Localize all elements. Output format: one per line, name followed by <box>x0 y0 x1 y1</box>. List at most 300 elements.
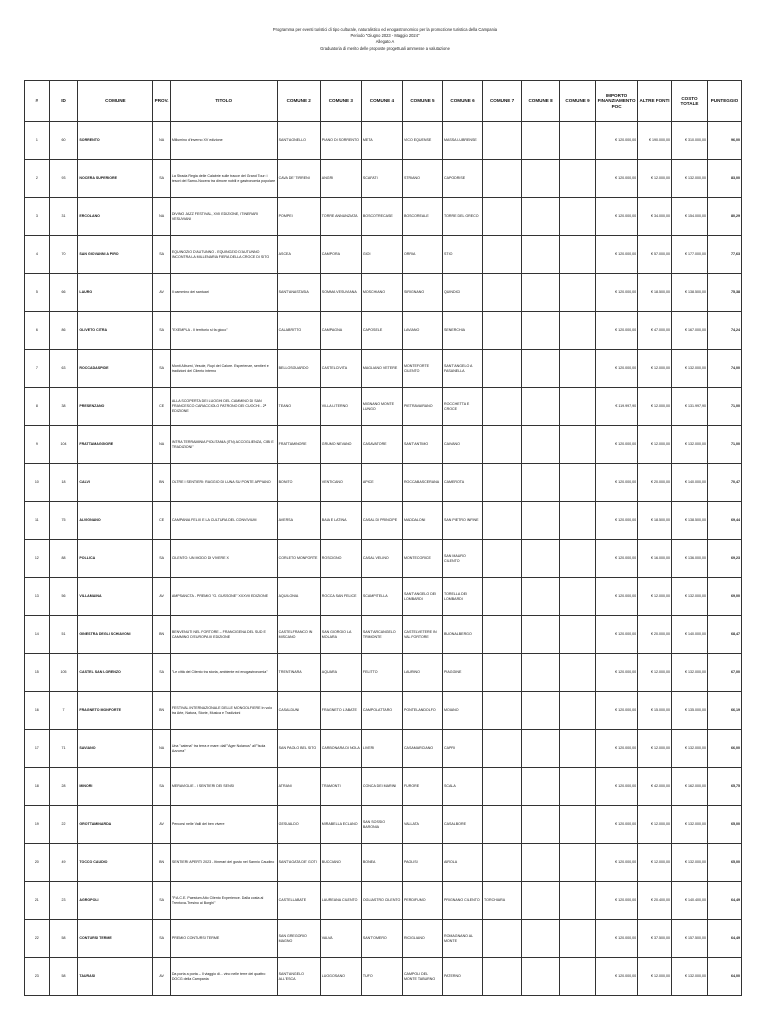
table-row <box>25 464 742 502</box>
cell-comune-9 <box>560 388 596 426</box>
cell-comune-8 <box>522 768 560 806</box>
cell-comune-3: VILLA LITERNO <box>320 388 361 426</box>
cell-comune-9 <box>560 958 596 996</box>
cell-comune-8 <box>522 540 560 578</box>
cell-comune-7 <box>483 198 522 236</box>
col-header-num: # <box>25 81 50 122</box>
cell-comune-4: CASAL VELINO <box>361 540 402 578</box>
cell-comune-2: GESUALDO <box>277 806 320 844</box>
cell-prov: CE <box>153 502 170 540</box>
cell-comune-9 <box>560 692 596 730</box>
cell-comune-4: LIVERI <box>361 730 402 768</box>
cell-altre-fonti: € 12.000,00 <box>638 958 672 996</box>
cell-comune-5: CASAMARCIANO <box>402 730 442 768</box>
cell-num: 9 <box>25 426 50 464</box>
cell-importo: € 120.000,00 <box>596 464 638 502</box>
cell-comune-2: BELLOSGUARDO <box>277 350 320 388</box>
cell-id: 22 <box>49 806 78 844</box>
col-header-comune-7: COMUNE 7 <box>483 81 522 122</box>
cell-importo: € 120.000,00 <box>596 692 638 730</box>
cell-comune-2: ATRANI <box>277 768 320 806</box>
cell-prov: SA <box>153 350 170 388</box>
table-row <box>25 654 742 692</box>
cell-comune-7 <box>483 350 522 388</box>
cell-comune-9 <box>560 806 596 844</box>
cell-titolo: Percorsi nelle Valli del ben vivere <box>170 806 277 844</box>
cell-prov: AV <box>153 806 170 844</box>
table-row <box>25 236 742 274</box>
cell-importo: € 120.000,00 <box>596 312 638 350</box>
cell-altre-fonti: € 15.000,00 <box>638 692 672 730</box>
cell-comune-5: MONTECORICE <box>402 540 442 578</box>
table-row <box>25 578 742 616</box>
cell-comune-4: CAPOSELE <box>361 312 402 350</box>
cell-comune-3: ROCCA SAN FELICE <box>320 578 361 616</box>
cell-punteggio: 65,00 <box>707 806 741 844</box>
cell-comune-4: MOSCHIANO <box>361 274 402 312</box>
cell-punteggio: 69,44 <box>707 502 741 540</box>
cell-punteggio: 66,00 <box>707 730 741 768</box>
cell-comune-4: META <box>361 122 402 160</box>
cell-id: 105 <box>49 654 78 692</box>
cell-comune-5: PIETRAVAIRANO <box>402 388 442 426</box>
cell-num: 12 <box>25 540 50 578</box>
col-header-comune-5: COMUNE 5 <box>402 81 442 122</box>
cell-costo-totale: € 131.997,90 <box>672 388 708 426</box>
table-row <box>25 350 742 388</box>
cell-comune: OLIVETO CITRA <box>78 312 153 350</box>
cell-comune-6: CAPRI <box>443 730 483 768</box>
cell-comune-4: SCAFATI <box>361 160 402 198</box>
cell-prov: SA <box>153 312 170 350</box>
header-period-line: Periodo "Giugno 2023 - Maggio 2024" <box>350 33 420 39</box>
cell-comune: ERCOLANO <box>78 198 153 236</box>
cell-comune-5: FURORE <box>402 768 442 806</box>
cell-id: 51 <box>49 616 78 654</box>
cell-punteggio: 96,00 <box>707 122 741 160</box>
cell-titolo: BENVENUTI NEL FORTORE – FRANCIGENA DEL SUD E CAMMINO D'EUROPA III EDIZIONE <box>170 616 277 654</box>
cell-comune-2: SANT'ANGELO ALL'ESCA <box>277 958 320 996</box>
cell-comune-7 <box>483 920 522 958</box>
cell-costo-totale: € 140.000,00 <box>672 616 708 654</box>
cell-importo: € 120.000,00 <box>596 160 638 198</box>
cell-altre-fonti: € 16.000,00 <box>638 540 672 578</box>
cell-costo-totale: € 132.000,00 <box>672 160 708 198</box>
cell-comune-8 <box>522 730 560 768</box>
cell-comune-4: CONCA DEI MARINI <box>361 768 402 806</box>
header-ranking-line: Graduatoria di merito delle proposte progettuali ammesse a valutazione <box>320 45 450 51</box>
cell-comune-3: BAIA E LATINA <box>320 502 361 540</box>
col-header-id: ID <box>49 81 78 122</box>
cell-altre-fonti: € 12.000,00 <box>638 844 672 882</box>
cell-punteggio: 80,29 <box>707 198 741 236</box>
cell-punteggio: 65,00 <box>707 844 741 882</box>
cell-comune-5: RICIGLIANO <box>402 920 442 958</box>
cell-titolo: La Strada Regia delle Calabrie sulle tracce del Grand Tour: i tesori del Sarno-Nocera tra dimore nobili e gastronomia popolare <box>170 160 277 198</box>
cell-comune-2: SANT'AGATA DE' GOTI <box>277 844 320 882</box>
cell-comune-4: MAGLIANO VETERE <box>361 350 402 388</box>
cell-punteggio: 83,00 <box>707 160 741 198</box>
cell-comune-9 <box>560 616 596 654</box>
cell-comune-3: GRUMO NEVANO <box>320 426 361 464</box>
cell-importo: € 120.000,00 <box>596 502 638 540</box>
cell-altre-fonti: € 37.500,00 <box>638 920 672 958</box>
cell-costo-totale: € 157.500,00 <box>672 920 708 958</box>
cell-comune-6: SAN MAURO CILENTO <box>443 540 483 578</box>
cell-comune-3: SAN GIORGIO LA MOLARA <box>320 616 361 654</box>
cell-comune-5: SANT'ANGELO DEI LOMBARDI <box>402 578 442 616</box>
cell-altre-fonti: € 57.000,00 <box>638 236 672 274</box>
cell-comune-9 <box>560 578 596 616</box>
cell-punteggio: 64,00 <box>707 958 741 996</box>
cell-comune: TOCCO CAUDIO <box>78 844 153 882</box>
cell-comune-8 <box>522 958 560 996</box>
cell-prov: SA <box>153 920 170 958</box>
cell-id: 63 <box>49 350 78 388</box>
cell-comune: CONTURSI TERME <box>78 920 153 958</box>
cell-num: 3 <box>25 198 50 236</box>
cell-titolo: Monti Alburni, Vesole, Rupi del Calore. Esperienze, sentieri e tradizioni del Cilento interno <box>170 350 277 388</box>
cell-costo-totale: € 132.000,00 <box>672 730 708 768</box>
table-row <box>25 692 742 730</box>
cell-comune-9 <box>560 426 596 464</box>
cell-num: 23 <box>25 958 50 996</box>
cell-comune-5: CASTELVETERE IN VAL FORTORE <box>402 616 442 654</box>
cell-comune-2: CAVA DE' TIRRENI <box>277 160 320 198</box>
cell-id: 23 <box>49 882 78 920</box>
cell-id: 7 <box>49 692 78 730</box>
cell-titolo: MERAVIGLIE - I SENTIERI DEI SENSI <box>170 768 277 806</box>
cell-titolo: PREMIO CONTURSI TERME <box>170 920 277 958</box>
cell-costo-totale: € 132.000,00 <box>672 654 708 692</box>
cell-comune-8 <box>522 388 560 426</box>
cell-comune-7 <box>483 236 522 274</box>
cell-id: 66 <box>49 274 78 312</box>
cell-comune-8 <box>522 692 560 730</box>
cell-comune-2: CALABRITTO <box>277 312 320 350</box>
cell-num: 7 <box>25 350 50 388</box>
cell-num: 8 <box>25 388 50 426</box>
cell-comune: PRESENZANO <box>78 388 153 426</box>
cell-comune-7 <box>483 768 522 806</box>
cell-comune-7 <box>483 616 522 654</box>
cell-costo-totale: € 132.000,00 <box>672 350 708 388</box>
cell-prov: BN <box>153 464 170 502</box>
cell-comune-3: CASTELCIVITA <box>320 350 361 388</box>
cell-prov: NA <box>153 730 170 768</box>
cell-importo: € 120.000,00 <box>596 768 638 806</box>
cell-comune-7 <box>483 578 522 616</box>
header-program-line: Programma per eventi turistici di tipo culturale, naturalistico ed enogastronomico per la promozione turistica della Campania <box>272 27 498 32</box>
cell-comune-5: CAMPOLI DEL MONTE TABURNO <box>402 958 442 996</box>
cell-comune-3: VENTICANO <box>320 464 361 502</box>
col-header-titolo: TITOLO <box>170 81 277 122</box>
table-row <box>25 882 742 920</box>
cell-comune-3: MIRABELLA ECLANO <box>320 806 361 844</box>
cell-comune-3: TRAMONTI <box>320 768 361 806</box>
cell-comune-8 <box>522 312 560 350</box>
cell-num: 18 <box>25 768 50 806</box>
cell-comune-7 <box>483 426 522 464</box>
table-row <box>25 616 742 654</box>
cell-altre-fonti: € 12.000,00 <box>638 806 672 844</box>
cell-comune-2: CASALDUNI <box>277 692 320 730</box>
cell-id: 38 <box>49 388 78 426</box>
cell-comune-9 <box>560 236 596 274</box>
cell-comune-9 <box>560 730 596 768</box>
cell-id: 18 <box>49 464 78 502</box>
cell-comune-4: CASAL DI PRINCIPE <box>361 502 402 540</box>
cell-altre-fonti: € 47.000,00 <box>638 312 672 350</box>
cell-comune-2: BONITO <box>277 464 320 502</box>
cell-importo: € 120.000,00 <box>596 540 638 578</box>
col-header-importo: IMPORTO FINANZIAMENTO POC <box>596 81 638 122</box>
cell-comune-3: ANGRI <box>320 160 361 198</box>
cell-comune-9 <box>560 920 596 958</box>
cell-altre-fonti: € 20.000,00 <box>638 616 672 654</box>
cell-prov: AV <box>153 274 170 312</box>
cell-comune-3: LAUREANA CILENTO <box>320 882 361 920</box>
cell-comune-3: ROSCIGNO <box>320 540 361 578</box>
cell-comune-5: MADDALONI <box>402 502 442 540</box>
cell-comune-8 <box>522 464 560 502</box>
cell-altre-fonti: € 12.000,00 <box>638 160 672 198</box>
cell-num: 16 <box>25 692 50 730</box>
cell-id: 71 <box>49 730 78 768</box>
cell-prov: SA <box>153 654 170 692</box>
cell-titolo: CAMPANIA FELIX E LA CULTURA DEL CONVIVIUM <box>170 502 277 540</box>
col-header-comune-8: COMUNE 8 <box>522 81 560 122</box>
cell-costo-totale: € 132.000,00 <box>672 958 708 996</box>
table-row <box>25 920 742 958</box>
table-row <box>25 426 742 464</box>
cell-comune-8 <box>522 426 560 464</box>
cell-num: 6 <box>25 312 50 350</box>
cell-comune-8 <box>522 920 560 958</box>
cell-comune-4: TUFO <box>361 958 402 996</box>
cell-comune-3: CARBONARA DI NOLA <box>320 730 361 768</box>
cell-prov: AV <box>153 578 170 616</box>
cell-importo: € 120.000,00 <box>596 274 638 312</box>
cell-importo: € 120.000,00 <box>596 654 638 692</box>
cell-titolo: DIVINO JAZZ FESTIVAL, XVII EDIZIONE, ITINERARI VESUVIANI <box>170 198 277 236</box>
cell-comune-9 <box>560 122 596 160</box>
cell-comune-4: APICE <box>361 464 402 502</box>
cell-comune-6: CAPODRISE <box>443 160 483 198</box>
cell-comune: CALVI <box>78 464 153 502</box>
col-header-comune-2: COMUNE 2 <box>277 81 320 122</box>
cell-comune-6: QUINDICI <box>443 274 483 312</box>
ranking-table <box>24 80 742 996</box>
cell-comune-6: TORRE DEL GRECO <box>443 198 483 236</box>
col-header-comune: COMUNE <box>78 81 153 122</box>
cell-importo: € 120.000,00 <box>596 882 638 920</box>
cell-comune-6: AIROLA <box>443 844 483 882</box>
cell-comune-7 <box>483 540 522 578</box>
col-header-comune-9: COMUNE 9 <box>560 81 596 122</box>
cell-altre-fonti: € 12.000,00 <box>638 388 672 426</box>
cell-comune-5: VALLATA <box>402 806 442 844</box>
cell-importo: € 120.000,00 <box>596 236 638 274</box>
cell-importo: € 120.000,00 <box>596 844 638 882</box>
cell-altre-fonti: € 34.000,00 <box>638 198 672 236</box>
cell-prov: NA <box>153 198 170 236</box>
cell-id: 49 <box>49 844 78 882</box>
cell-comune: ALVIGNANO <box>78 502 153 540</box>
cell-comune-5: BOSCOREALE <box>402 198 442 236</box>
cell-comune-6: SAN PIETRO INFINE <box>443 502 483 540</box>
cell-comune-3: SOMMA VESUVIANA <box>320 274 361 312</box>
cell-comune-5: LAURINO <box>402 654 442 692</box>
cell-prov: BN <box>153 692 170 730</box>
cell-costo-totale: € 154.000,00 <box>672 198 708 236</box>
cell-comune-3: BUCCIANO <box>320 844 361 882</box>
cell-comune-5: PERDIFUMO <box>402 882 442 920</box>
cell-titolo: OLTRE I SENTIERI: RAGGIO DI LUNA SU PONTE APPIANO <box>170 464 277 502</box>
cell-punteggio: 66,19 <box>707 692 741 730</box>
cell-costo-totale: € 138.500,00 <box>672 274 708 312</box>
cell-comune: POLLICA <box>78 540 153 578</box>
cell-importo: € 120.000,00 <box>596 122 638 160</box>
cell-comune: FRAGNETO MONFORTE <box>78 692 153 730</box>
cell-comune-4: MIGNANO MONTE LUNGO <box>361 388 402 426</box>
cell-altre-fonti: € 12.000,00 <box>638 654 672 692</box>
cell-punteggio: 69,00 <box>707 578 741 616</box>
cell-importo: € 120.000,00 <box>596 350 638 388</box>
cell-titolo: AMPSANCTA - PREMIO "G. GUSSONE" XXXVII EDIZIONE <box>170 578 277 616</box>
cell-comune-2: FRATTAMINORE <box>277 426 320 464</box>
cell-num: 1 <box>25 122 50 160</box>
cell-comune: AGROPOLI <box>78 882 153 920</box>
cell-id: 56 <box>49 578 78 616</box>
cell-altre-fonti: € 18.500,00 <box>638 274 672 312</box>
table-row <box>25 806 742 844</box>
cell-comune-4: SANT'ARCANGELO TRIMONTE <box>361 616 402 654</box>
cell-titolo: ALLA SCOPERTA DEI LUOGHI DEL CAMMINO DI SAN FRANCESCO CARACCIOLO PATRONO DEI CUOCHI - 2ª EDIZIONE <box>170 388 277 426</box>
cell-comune-9 <box>560 882 596 920</box>
cell-comune-9 <box>560 312 596 350</box>
cell-id: 93 <box>49 160 78 198</box>
cell-titolo: "EXEMPLA - Il territorio si fa gioco" <box>170 312 277 350</box>
table-row <box>25 274 742 312</box>
cell-id: 104 <box>49 426 78 464</box>
cell-prov: SA <box>153 768 170 806</box>
cell-prov: SA <box>153 882 170 920</box>
cell-comune-9 <box>560 844 596 882</box>
cell-prov: BN <box>153 616 170 654</box>
cell-comune-5: LAVIANO <box>402 312 442 350</box>
cell-comune-5: ROCCABASCERANA <box>402 464 442 502</box>
cell-id: 58 <box>49 958 78 996</box>
cell-comune-9 <box>560 350 596 388</box>
cell-comune-8 <box>522 502 560 540</box>
cell-comune: SAVIANO <box>78 730 153 768</box>
cell-comune-6: CAIVANO <box>443 426 483 464</box>
cell-id: 70 <box>49 236 78 274</box>
table-row <box>25 730 742 768</box>
cell-importo: € 120.000,00 <box>596 806 638 844</box>
cell-comune-6: PATERNO <box>443 958 483 996</box>
cell-comune-7 <box>483 464 522 502</box>
cell-id: 31 <box>49 198 78 236</box>
cell-comune-8 <box>522 882 560 920</box>
cell-comune-9 <box>560 464 596 502</box>
cell-comune-7 <box>483 958 522 996</box>
cell-costo-totale: € 167.000,00 <box>672 312 708 350</box>
cell-comune-4: SANT'OMERO <box>361 920 402 958</box>
cell-prov: NA <box>153 426 170 464</box>
cell-prov: SA <box>153 160 170 198</box>
table-row <box>25 502 742 540</box>
cell-titolo: Millumino d'inverno XV edizione <box>170 122 277 160</box>
cell-titolo: Da porta a porta – Il viaggio di... vino nelle terre del quattro DOCG della Campania <box>170 958 277 996</box>
cell-comune-7 <box>483 654 522 692</box>
cell-comune-3: CAMPAGNA <box>320 312 361 350</box>
cell-punteggio: 74,00 <box>707 350 741 388</box>
cell-comune-6: MOIANO <box>443 692 483 730</box>
cell-comune-7 <box>483 730 522 768</box>
cell-comune-6: TORELLA DEI LOMBARDI <box>443 578 483 616</box>
cell-comune: LAURO <box>78 274 153 312</box>
cell-comune-6: PIAGGINE <box>443 654 483 692</box>
cell-comune-8 <box>522 236 560 274</box>
table-body <box>25 122 742 996</box>
cell-comune-7 <box>483 122 522 160</box>
cell-comune-6: ROCCHETTA E CROCE <box>443 388 483 426</box>
cell-num: 4 <box>25 236 50 274</box>
cell-costo-totale: € 177.000,00 <box>672 236 708 274</box>
cell-comune-3: AQUARA <box>320 654 361 692</box>
cell-importo: € 120.000,00 <box>596 920 638 958</box>
cell-costo-totale: € 132.000,00 <box>672 578 708 616</box>
cell-id: 75 <box>49 502 78 540</box>
document-header <box>0 27 770 52</box>
cell-comune-7 <box>483 692 522 730</box>
cell-num: 5 <box>25 274 50 312</box>
cell-comune-7 <box>483 312 522 350</box>
table-row <box>25 958 742 996</box>
cell-comune-9 <box>560 654 596 692</box>
cell-comune-5: SANT'ANTIMO <box>402 426 442 464</box>
col-header-prov: PROV. <box>153 81 170 122</box>
table-row <box>25 312 742 350</box>
cell-punteggio: 71,00 <box>707 388 741 426</box>
cell-comune-5: PONTELANDOLFO <box>402 692 442 730</box>
cell-comune-8 <box>522 160 560 198</box>
cell-importo: € 119.997,90 <box>596 388 638 426</box>
cell-titolo: Il cammino dei santuari <box>170 274 277 312</box>
cell-num: 13 <box>25 578 50 616</box>
table-row <box>25 844 742 882</box>
cell-punteggio: 74,24 <box>707 312 741 350</box>
cell-comune-4: SCAMPITELLA <box>361 578 402 616</box>
cell-comune: MINORI <box>78 768 153 806</box>
table-row <box>25 160 742 198</box>
table-row <box>25 122 742 160</box>
cell-comune-2: AQUILONIA <box>277 578 320 616</box>
cell-costo-totale: € 162.000,00 <box>672 768 708 806</box>
cell-titolo: "Le città del Cilento tra storia, ambiente ed enogastronomia" <box>170 654 277 692</box>
table-row <box>25 388 742 426</box>
cell-comune-6: SENERCHIA <box>443 312 483 350</box>
cell-comune: SORRENTO <box>78 122 153 160</box>
cell-comune-8 <box>522 844 560 882</box>
cell-comune-6: CASALBORE <box>443 806 483 844</box>
cell-altre-fonti: € 42.000,00 <box>638 768 672 806</box>
cell-comune-5: MONTEFORTE CILENTO <box>402 350 442 388</box>
cell-titolo: "P.A.C.E. Paestum Alto Cilento Experience. Dalla costa al Trentova-Tresino ai Borghi" <box>170 882 277 920</box>
cell-comune-2: AVERSA <box>277 502 320 540</box>
